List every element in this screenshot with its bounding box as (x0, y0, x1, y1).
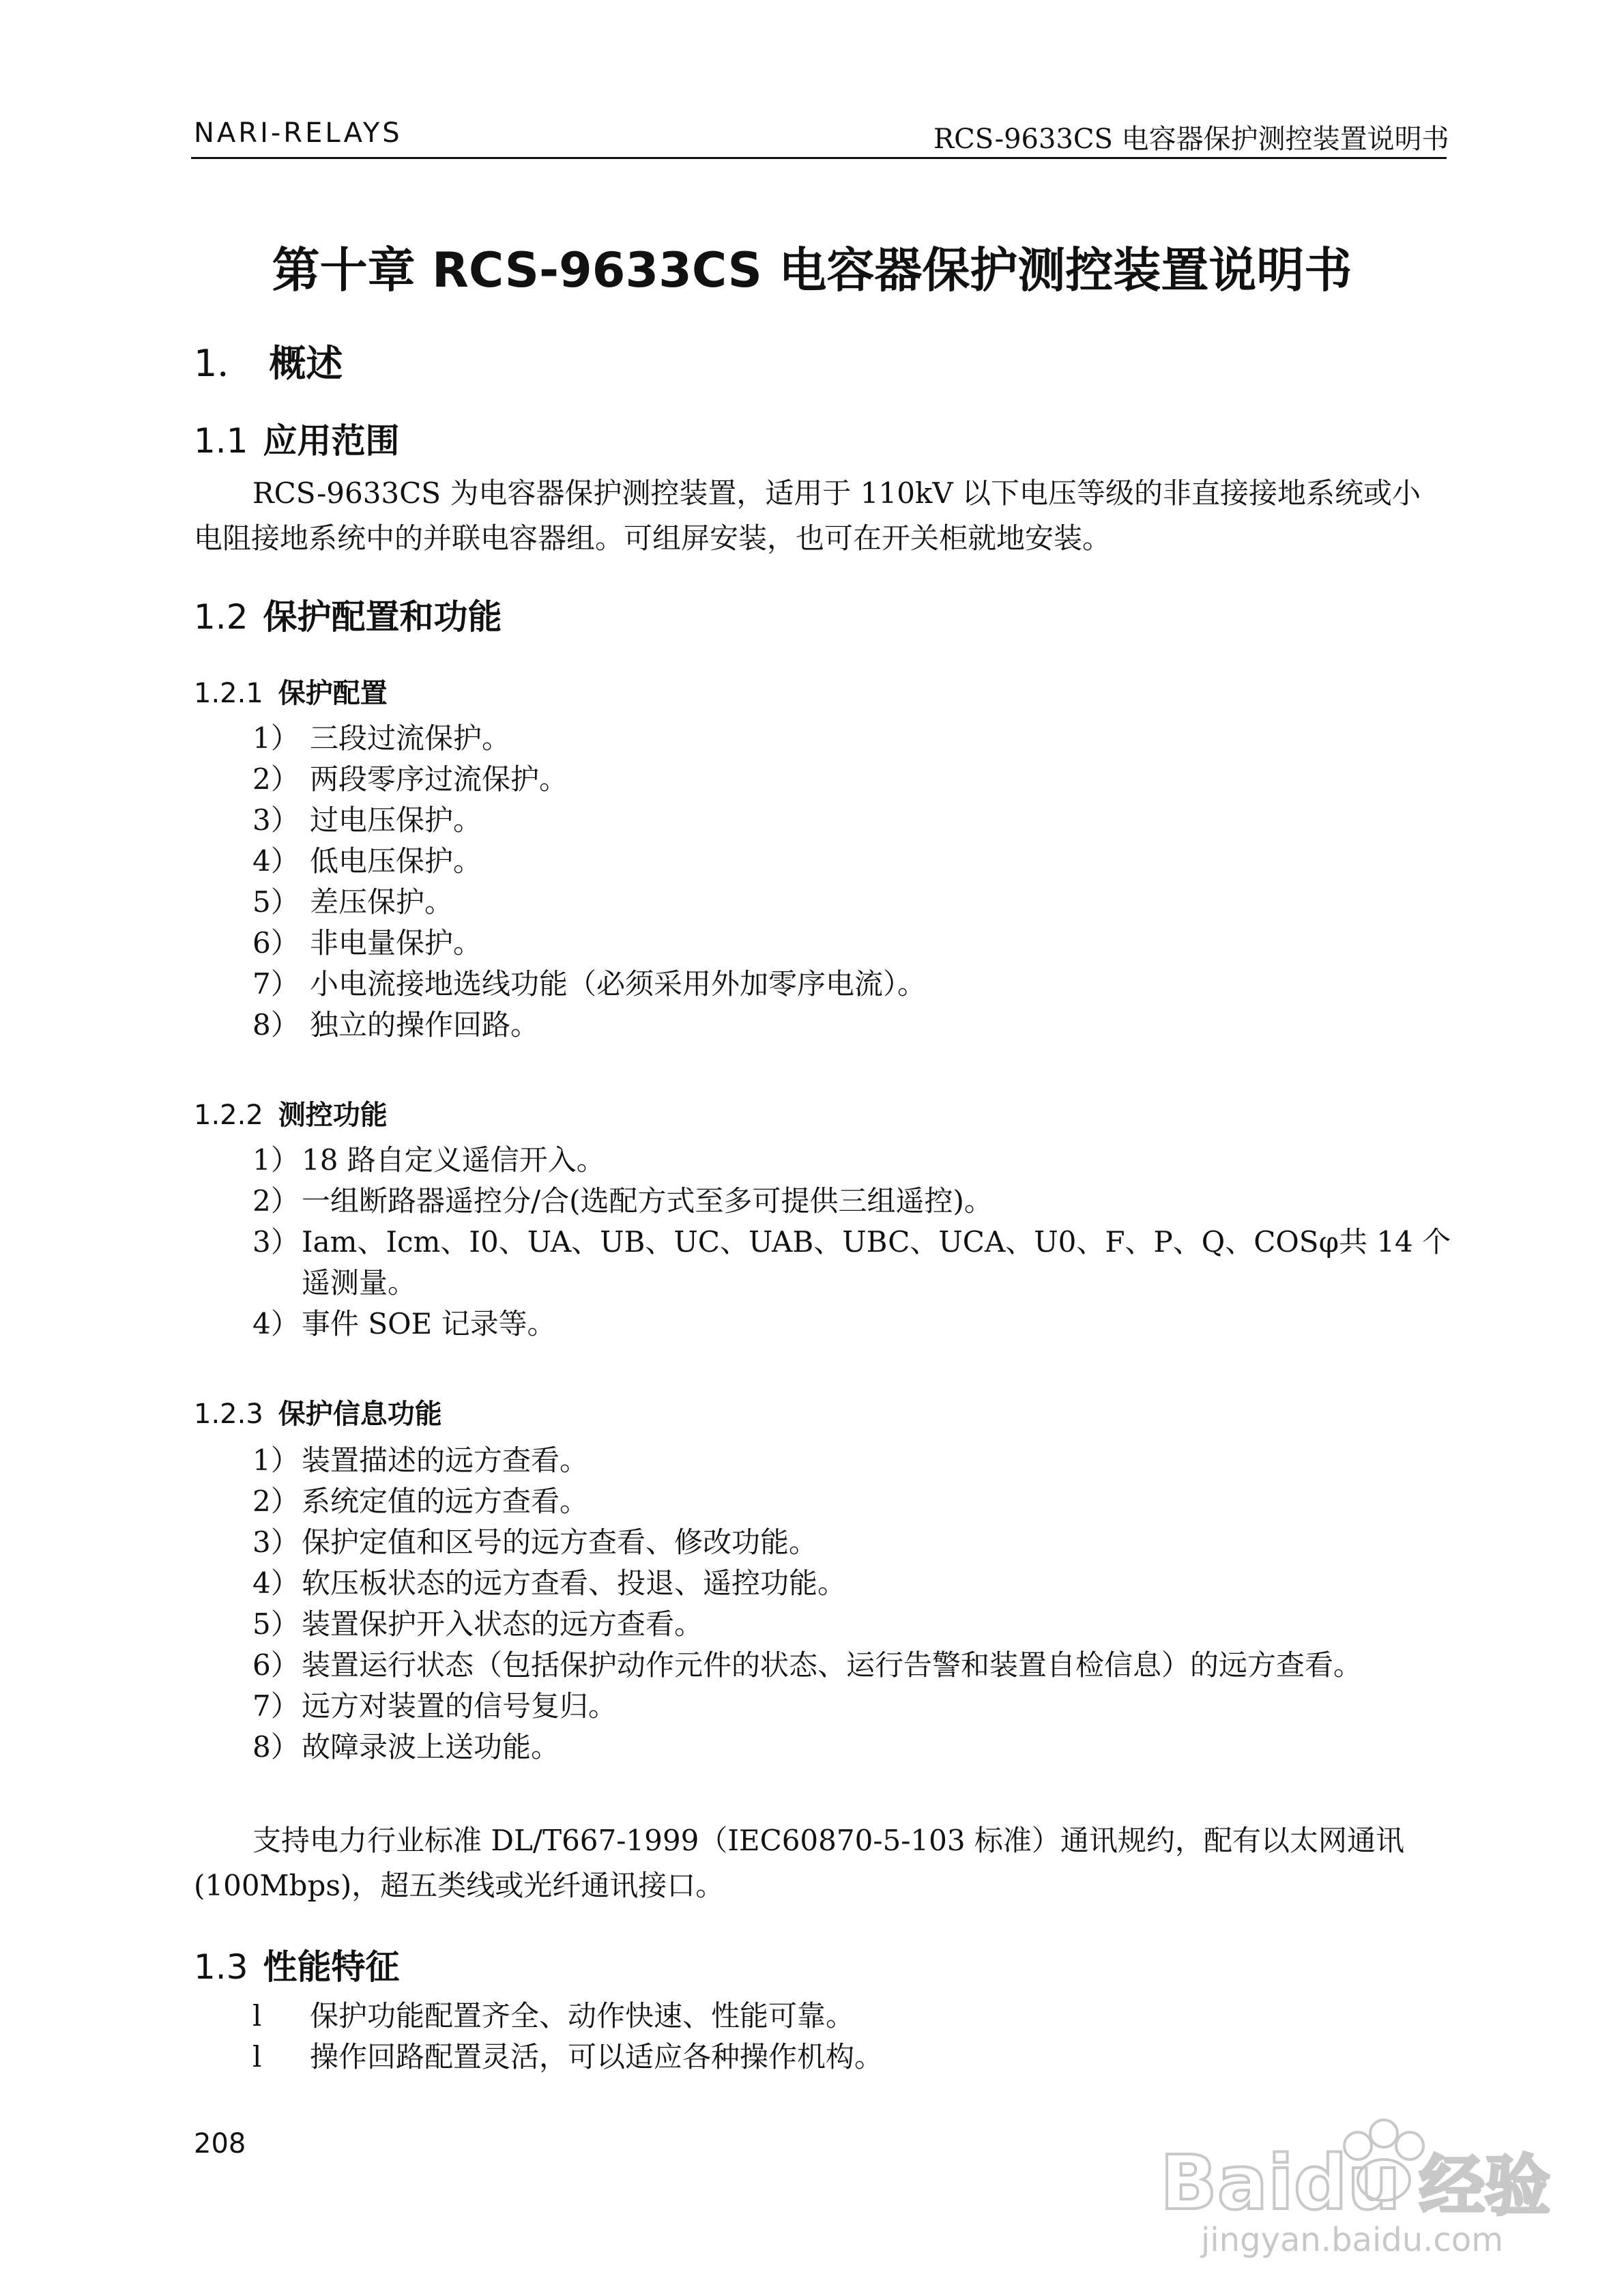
list-text: 小电流接地选线功能（必须采用外加零序电流）。 (310, 967, 927, 1001)
list-marker: 1） (252, 1143, 300, 1177)
list-item (252, 1440, 1453, 1481)
section-1-1-paragraph: RCS-9633CS 为电容器保护测控装置，适用于 110kV 以下电压等级的非直接接地系统或小电阻接地系统中的并联电容器组。可组屏安装，也可在开关柜就地安装。 (194, 476, 1421, 555)
list-item (252, 964, 1453, 1005)
list-text: 远方对装置的信号复归。 (302, 1689, 618, 1723)
list-text: 两段零序过流保护。 (310, 762, 568, 796)
list-item (252, 1645, 1453, 1686)
list-item (252, 800, 1453, 841)
header-right: RCS-9633CS 电容器保护测控装置说明书 (933, 124, 1449, 155)
section-number: 1.2.1 (194, 678, 263, 709)
protection-config-list (252, 718, 1453, 1046)
protocol-paragraph: 支持电力行业标准 DL/T667-1999（IEC60870-5-103 标准）通讯规约，配有以太网通讯(100Mbps)，超五类线或光纤通讯接口。 (194, 1824, 1404, 1902)
list-marker: 3） (252, 1225, 300, 1259)
list-text: 过电压保护。 (310, 803, 482, 837)
list-marker: 3） (252, 803, 300, 837)
list-marker: 5） (252, 1607, 300, 1641)
list-item (252, 2037, 1453, 2078)
list-item (252, 1222, 1453, 1304)
section-1-2-heading (194, 590, 502, 639)
bullet-marker: l (252, 2040, 262, 2073)
list-marker: 6） (252, 1648, 300, 1682)
list-marker: 1） (252, 1444, 300, 1477)
section-title: 性能特征 (263, 1947, 400, 1987)
chapter-title: 第十章 RCS-9633CS 电容器保护测控装置说明书 (272, 242, 1352, 298)
list-marker: 7） (252, 1689, 300, 1723)
page-number: 208 (194, 2128, 246, 2159)
section-number: 1.2.2 (194, 1100, 263, 1131)
list-item (252, 759, 1453, 800)
section-number: 1.2 (194, 597, 248, 637)
performance-list (252, 1996, 1453, 2078)
list-text: 软压板状态的远方查看、投退、遥控功能。 (302, 1566, 847, 1600)
list-item (252, 1481, 1453, 1522)
list-text: 装置描述的远方查看。 (302, 1444, 589, 1477)
list-text: 一组断路器遥控分/合(选配方式至多可提供三组遥控)。 (302, 1184, 993, 1218)
list-item (252, 923, 1453, 964)
list-item (252, 1140, 1453, 1181)
section-title: 保护配置 (278, 678, 388, 709)
list-text: 非电量保护。 (310, 926, 482, 960)
list-marker: 8） (252, 1730, 300, 1764)
section-1-2-1-heading (194, 672, 388, 711)
list-item (252, 882, 1453, 923)
watermark-url: jingyan.baidu.com (1201, 2221, 1503, 2259)
section-title: 测控功能 (278, 1100, 388, 1131)
section-number: 1． (194, 342, 255, 385)
section-1-3-heading (194, 1940, 400, 1989)
list-text: 故障录波上送功能。 (302, 1730, 560, 1764)
list-item (252, 1604, 1453, 1645)
list-text: 差压保护。 (310, 885, 454, 919)
list-marker: 6） (252, 926, 300, 960)
list-marker: 8） (252, 1008, 300, 1042)
list-item (252, 1181, 1453, 1222)
section-number: 1.2.3 (194, 1398, 263, 1430)
list-text: 18 路自定义遥信开入。 (302, 1143, 605, 1177)
list-item (252, 1522, 1453, 1563)
list-marker: 2） (252, 1484, 300, 1518)
list-item (252, 718, 1453, 759)
list-item (252, 1686, 1453, 1727)
list-marker: 1） (252, 721, 300, 755)
header-rule (191, 157, 1447, 159)
list-text: 三段过流保护。 (310, 721, 511, 755)
section-title: 应用范围 (263, 421, 400, 461)
list-marker: 4） (252, 1566, 300, 1600)
list-text: 保护定值和区号的远方查看、修改功能。 (302, 1525, 818, 1559)
list-text: 低电压保护。 (310, 844, 482, 878)
list-marker: 2） (252, 762, 300, 796)
list-text: 操作回路配置灵活，可以适应各种操作机构。 (310, 2040, 884, 2073)
list-text: 独立的操作回路。 (310, 1008, 540, 1042)
list-item (252, 1005, 1453, 1046)
list-item (252, 1304, 1453, 1345)
list-marker: 4） (252, 1307, 300, 1340)
list-text: Iam、Icm、I0、UA、UB、UC、UAB、UBC、UCA、U0、F、P、Q、COSφ共 14 个遥测量。 (302, 1225, 1451, 1300)
measure-control-list (252, 1140, 1453, 1345)
list-item (252, 841, 1453, 882)
list-text: 装置运行状态（包括保护动作元件的状态、运行告警和装置自检信息）的远方查看。 (302, 1648, 1363, 1682)
list-text: 事件 SOE 记录等。 (302, 1307, 556, 1340)
section-1-2-3-heading (194, 1392, 442, 1431)
list-text: 保护功能配置齐全、动作快速、性能可靠。 (310, 1999, 855, 2033)
list-marker: 4） (252, 844, 300, 878)
list-text: 装置保护开入状态的远方查看。 (302, 1607, 704, 1641)
list-marker: 5） (252, 885, 300, 919)
section-1-1-heading (194, 414, 400, 463)
list-text: 系统定值的远方查看。 (302, 1484, 589, 1518)
list-marker: 7） (252, 967, 300, 1001)
section-number: 1.1 (194, 421, 248, 461)
header-left: NARI-RELAYS (194, 117, 403, 149)
section-number: 1.3 (194, 1947, 248, 1987)
bullet-marker: l (252, 1999, 262, 2033)
section-title: 概述 (269, 342, 343, 385)
list-marker: 3） (252, 1525, 300, 1559)
list-item (252, 1996, 1453, 2037)
list-item (252, 1563, 1453, 1604)
list-marker: 2） (252, 1184, 300, 1218)
watermark-brand: Baidu (1160, 2139, 1401, 2226)
section-title: 保护信息功能 (278, 1398, 442, 1430)
protection-info-list (252, 1440, 1453, 1768)
section-1-2-2-heading (194, 1093, 388, 1132)
list-item (252, 1727, 1453, 1768)
section-title: 保护配置和功能 (263, 597, 502, 637)
watermark-cn: 经验 (1419, 2148, 1550, 2224)
section-1-heading (194, 334, 343, 387)
baidu-watermark-logo (1153, 2093, 1563, 2263)
